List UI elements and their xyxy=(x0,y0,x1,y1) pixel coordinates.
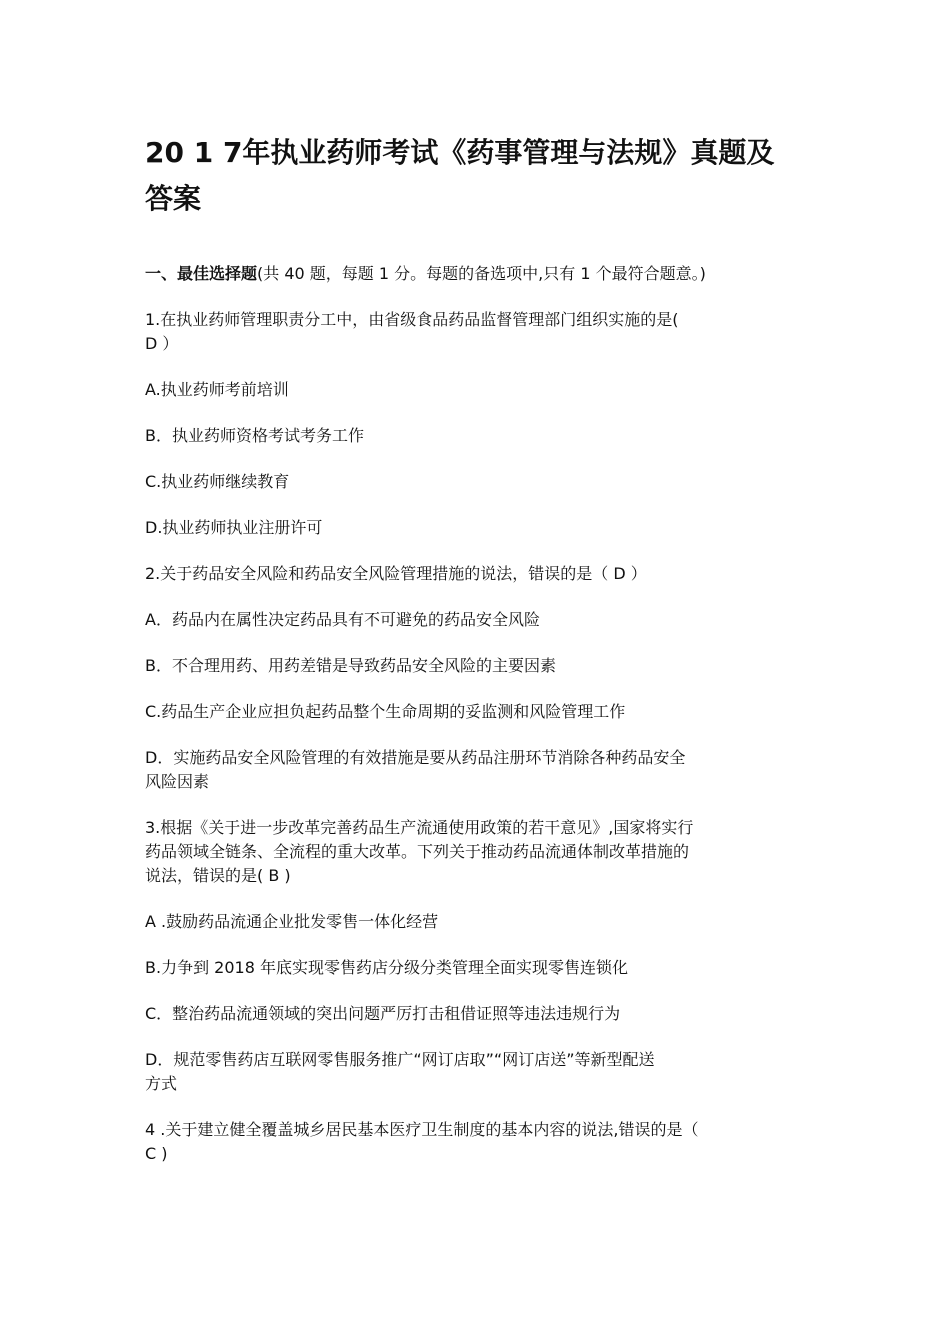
section-heading xyxy=(145,262,810,286)
title-line-1: 20 1 7年执业药师考试《药事管理与法规》真题及 xyxy=(145,136,775,169)
paragraph xyxy=(145,562,810,586)
title-line-2: 答案 xyxy=(145,182,202,215)
paragraph-line: 4 .关于建立健全覆盖城乡居民基本医疗卫生制度的基本内容的说法,错误的是（ xyxy=(145,1120,699,1139)
paragraph xyxy=(145,516,810,540)
paragraph xyxy=(145,308,810,356)
section-note: (共 40 题，每题 1 分。每题的备选项中,只有 1 个最符合题意。) xyxy=(257,264,706,283)
paragraph xyxy=(145,956,810,980)
paragraph-line: D．实施药品安全风险管理的有效措施是要从药品注册环节消除各种药品安全 xyxy=(145,748,686,767)
paragraph-line: D．规范零售药店互联网零售服务推广“网订店取”“网订店送”等新型配送 xyxy=(145,1050,655,1069)
paragraph-line: C ) xyxy=(145,1144,168,1163)
paragraph-line: C.药品生产企业应担负起药品整个生命周期的妥监测和风险管理工作 xyxy=(145,702,626,721)
paragraph-line: B．不合理用药、用药差错是导致药品安全风险的主要因素 xyxy=(145,656,556,675)
paragraph-line: D.执业药师执业注册许可 xyxy=(145,518,323,537)
paragraph xyxy=(145,746,810,794)
question-list xyxy=(145,308,810,1166)
paragraph-line: D ） xyxy=(145,334,179,353)
paragraph xyxy=(145,608,810,632)
paragraph xyxy=(145,1118,810,1166)
paragraph xyxy=(145,910,810,934)
paragraph-line: C.执业药师继续教育 xyxy=(145,472,290,491)
section-title: 一、最佳选择题 xyxy=(145,264,258,283)
paragraph xyxy=(145,1002,810,1026)
document-body xyxy=(145,130,810,1166)
paragraph xyxy=(145,470,810,494)
paragraph xyxy=(145,816,810,888)
paragraph-line: 3.根据《关于进一步改革完善药品生产流通使用政策的若干意见》,国家将实行 xyxy=(145,818,694,837)
paragraph-line: B．执业药师资格考试考务工作 xyxy=(145,426,364,445)
paragraph xyxy=(145,378,810,402)
paragraph-line: 1.在执业药师管理职责分工中，由省级食品药品监督管理部门组织实施的是( xyxy=(145,310,679,329)
paragraph-line: 方式 xyxy=(145,1074,178,1093)
paragraph-line: 说法，错误的是( B ) xyxy=(145,866,291,885)
document-title xyxy=(145,130,810,222)
paragraph-line: B.力争到 2018 年底实现零售药店分级分类管理全面实现零售连锁化 xyxy=(145,958,628,977)
paragraph xyxy=(145,1048,810,1096)
paragraph-line: A.执业药师考前培训 xyxy=(145,380,289,399)
paragraph-line: 药品领域全链条、全流程的重大改革。下列关于推动药品流通体制改革措施的 xyxy=(145,842,690,861)
paragraph-line: 2.关于药品安全风险和药品安全风险管理措施的说法，错误的是（ D ） xyxy=(145,564,647,583)
paragraph xyxy=(145,654,810,678)
paragraph xyxy=(145,424,810,448)
paragraph-line: A .鼓励药品流通企业批发零售一体化经营 xyxy=(145,912,439,931)
paragraph xyxy=(145,700,810,724)
paragraph-line: A．药品内在属性决定药品具有不可避免的药品安全风险 xyxy=(145,610,540,629)
paragraph-line: C．整治药品流通领域的突出问题严厉打击租借证照等违法违规行为 xyxy=(145,1004,621,1023)
paragraph-line: 风险因素 xyxy=(145,772,210,791)
